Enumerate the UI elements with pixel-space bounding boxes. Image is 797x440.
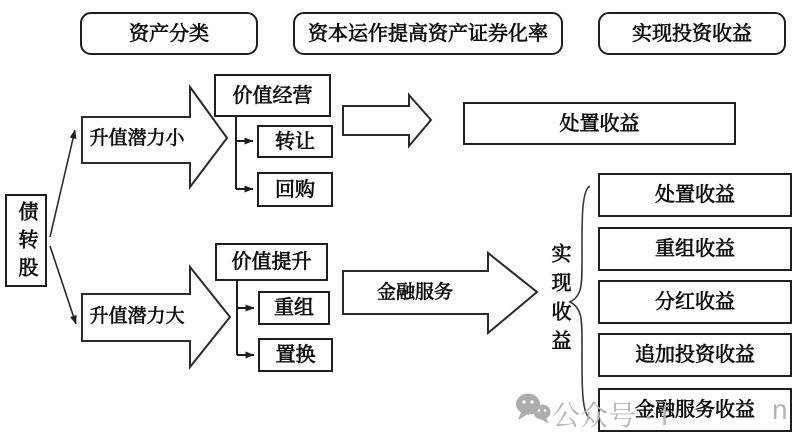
header-capital-operation-label: 资本运作提高资产证券化率	[308, 22, 548, 45]
replacement-label: 置换	[275, 344, 316, 366]
appreciation-large-arrow-label: 升值潜力大	[89, 306, 185, 327]
header-capital-operation	[293, 12, 563, 55]
financial-services-arrow-label: 金融服务	[376, 282, 453, 303]
value-enhancement-box	[215, 243, 328, 281]
transfer-box	[257, 125, 333, 158]
watermark-text-suffix: n	[772, 394, 788, 425]
income-box-additional-investment	[598, 333, 792, 377]
income-box-additional-investment-label: 追加投资收益	[635, 344, 755, 366]
header-realize-investment-income	[598, 12, 786, 55]
value-operation-label: 价值经营	[232, 84, 313, 107]
restructuring-box	[258, 291, 330, 325]
value-enhancement-label: 价值提升	[231, 251, 312, 273]
disposal-income-box	[463, 102, 736, 145]
income-box-restructuring	[598, 227, 792, 271]
buyback-box	[257, 172, 333, 207]
branch-line-small	[50, 130, 75, 237]
buyback-label: 回购	[275, 178, 315, 201]
income-box-dividend-label: 分红收益	[655, 291, 735, 313]
income-group-brace	[570, 186, 590, 418]
watermark-text: 公众号 · f	[552, 400, 669, 431]
income-box-dividend	[598, 280, 792, 324]
root-node-debt-to-equity	[5, 194, 47, 287]
branch-line-large	[50, 246, 76, 324]
disposal-income-arrow	[343, 95, 431, 146]
disposal-income-label: 处置收益	[559, 112, 640, 135]
header-asset-classification	[80, 12, 258, 55]
income-box-financial-services-label: 金融服务收益	[635, 399, 755, 421]
restructuring-label: 重组	[274, 297, 314, 319]
income-box-disposal-label: 处置收益	[655, 184, 735, 206]
income-box-disposal	[598, 173, 792, 217]
header-asset-classification-label: 资产分类	[129, 22, 209, 45]
value-operation-box	[214, 74, 331, 117]
appreciation-small-arrow-label: 升值潜力小	[89, 128, 185, 149]
income-box-financial-services	[598, 388, 792, 432]
realize-income-label: 实现收益	[548, 243, 570, 359]
transfer-label: 转让	[275, 130, 315, 153]
root-node-label: 债转股	[15, 200, 37, 285]
income-box-restructuring-label: 重组收益	[655, 238, 735, 260]
replacement-box	[258, 338, 333, 372]
header-realize-investment-income-label: 实现投资收益	[632, 22, 752, 45]
